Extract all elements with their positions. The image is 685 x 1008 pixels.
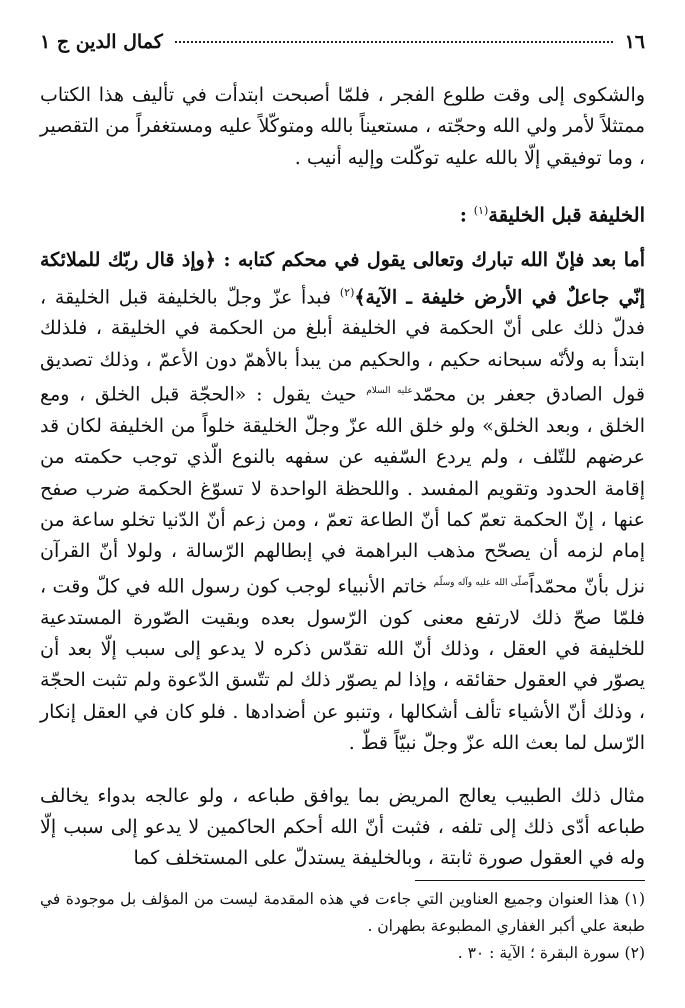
- section-heading: [40, 195, 645, 231]
- page-number: ١٦: [624, 31, 645, 53]
- paragraph-2-text: فبدأ عزّ وجلّ بالخليفة قبل الخليقة ، فدلّ ذلك على أنّ الحكمة في الخليفة أبلغ من الحكمة في الخليقة ، فلذلك ابتدأ به ولأنّه سبحانه حكيم ، والحكيم من يبدأ بالأهمّ دون الأعمّ ، وذلك تصديق قول الصادق جعفر بن محمّد: [40, 285, 645, 406]
- paragraph-2-text-c: خاتم الأنبياء لوجب كون رسول الله في كلّ وقت ، فلمّا صحّ ذلك لارتفع معنى كون الرّسول بعده وبقيت الصّورة المستدعية للخليفة في العقل ، وذلك أنّ الله تقدّس ذكره لا يدعو إلى سبب إلّا بعد أن يصوّر في العقول حقائقه ، وإذا لم يصوّر ذلك لم تتّسق الدّعوة ولم تثبت الحجّة ، وذلك أنّ الأشياء تألف أشكالها ، وتنبو عن أضدادها . فلو كان في العقل إنكار الرّسل لما بعث الله عزّ وجلّ نبيّاً قطّ .: [40, 575, 645, 755]
- running-header: [40, 26, 645, 58]
- paragraph-2: [40, 245, 645, 759]
- paragraph-3: مثال ذلك الطبيب يعالج المريض بما يوافق طباعه ، ولو عالجه بدواء يخالف طباعه أدّى ذلك إلى تلفه ، فثبت أنّ الله أحكم الحاكمين لا يدعو إلى سبب إلّا وله في العقول صورة ثابتة ، وبالخليفة يستدلّ على المستخلف كما: [40, 784, 645, 870]
- footnote-separator: [415, 880, 645, 881]
- header-dotted-leader: [175, 41, 613, 43]
- main-text: [40, 80, 645, 875]
- heading-footnote-ref: (١): [473, 204, 489, 218]
- honorific-mark-2: صلّى الله عليه وآله وسلّم: [433, 577, 529, 588]
- footnote-1: (١) هذا العنوان وجميع العناوين التي جاءت في هذه المقدمة ليست من المؤلف بل موجودة في طبعة علي أكبر الغفاري المطبوعة بطهران .: [40, 890, 645, 935]
- footnotes: [40, 886, 645, 967]
- book-title: كمال الدين ج ١: [40, 31, 163, 53]
- honorific-mark: عليه السلام: [366, 386, 413, 397]
- heading-colon: :: [459, 203, 474, 227]
- heading-text: الخليفة قبل الخليقة: [488, 203, 645, 227]
- footnote-2: (٢) سورة البقرة ؛ الآية : ٣٠ .: [457, 944, 645, 962]
- paragraph-1: والشكوى إلى وقت طلوع الفجر ، فلمّا أصبحت ابتدأت في تأليف هذا الكتاب ممتثلاً لأمر ولي الله وحجّته ، مستعيناً بالله ومتوكّلاً عليه ومستغفراً من التقصير ، وما توفيقي إلّا بالله عليه توكّلت وإليه أنيب .: [40, 84, 645, 169]
- quran-verse: ﴿وإذ قال ربّك للملائكة إنّي جاعلٌ في الأرض خليفة ـ الآية﴾: [40, 249, 645, 308]
- lead-intro: أما بعد فإنّ الله تبارك وتعالى يقول في محكم كتابه :: [215, 249, 645, 272]
- verse-footnote-ref: (٢): [339, 285, 355, 299]
- paragraph-2-text-b: حيث يقول : «الحجّة قبل الخلق ، ومع الخلق ، وبعد الخلق» ولو خلق الله عزّ وجلّ الخليقة خلواً من الخليفة لكان قد عرضهم للتّلف ، ولم يردع السّفيه عن سفهه بالنوع الّذي توجب حكمته من إقامة الحدود وتقويم المفسد . واللحظة الواحدة لا تسوّغ الحكمة ضرب صفح عنها ، إنّ الحكمة تعمّ كما أنّ الطاعة تعمّ ، ومن زعم أنّ الدّنيا تخلو ساعة من إمام لزمه أن يصحّح مذهب البراهمة في إبطالهم الرّسالة ، ولولا أنّ القرآن نزل بأنّ محمّداً: [40, 383, 646, 598]
